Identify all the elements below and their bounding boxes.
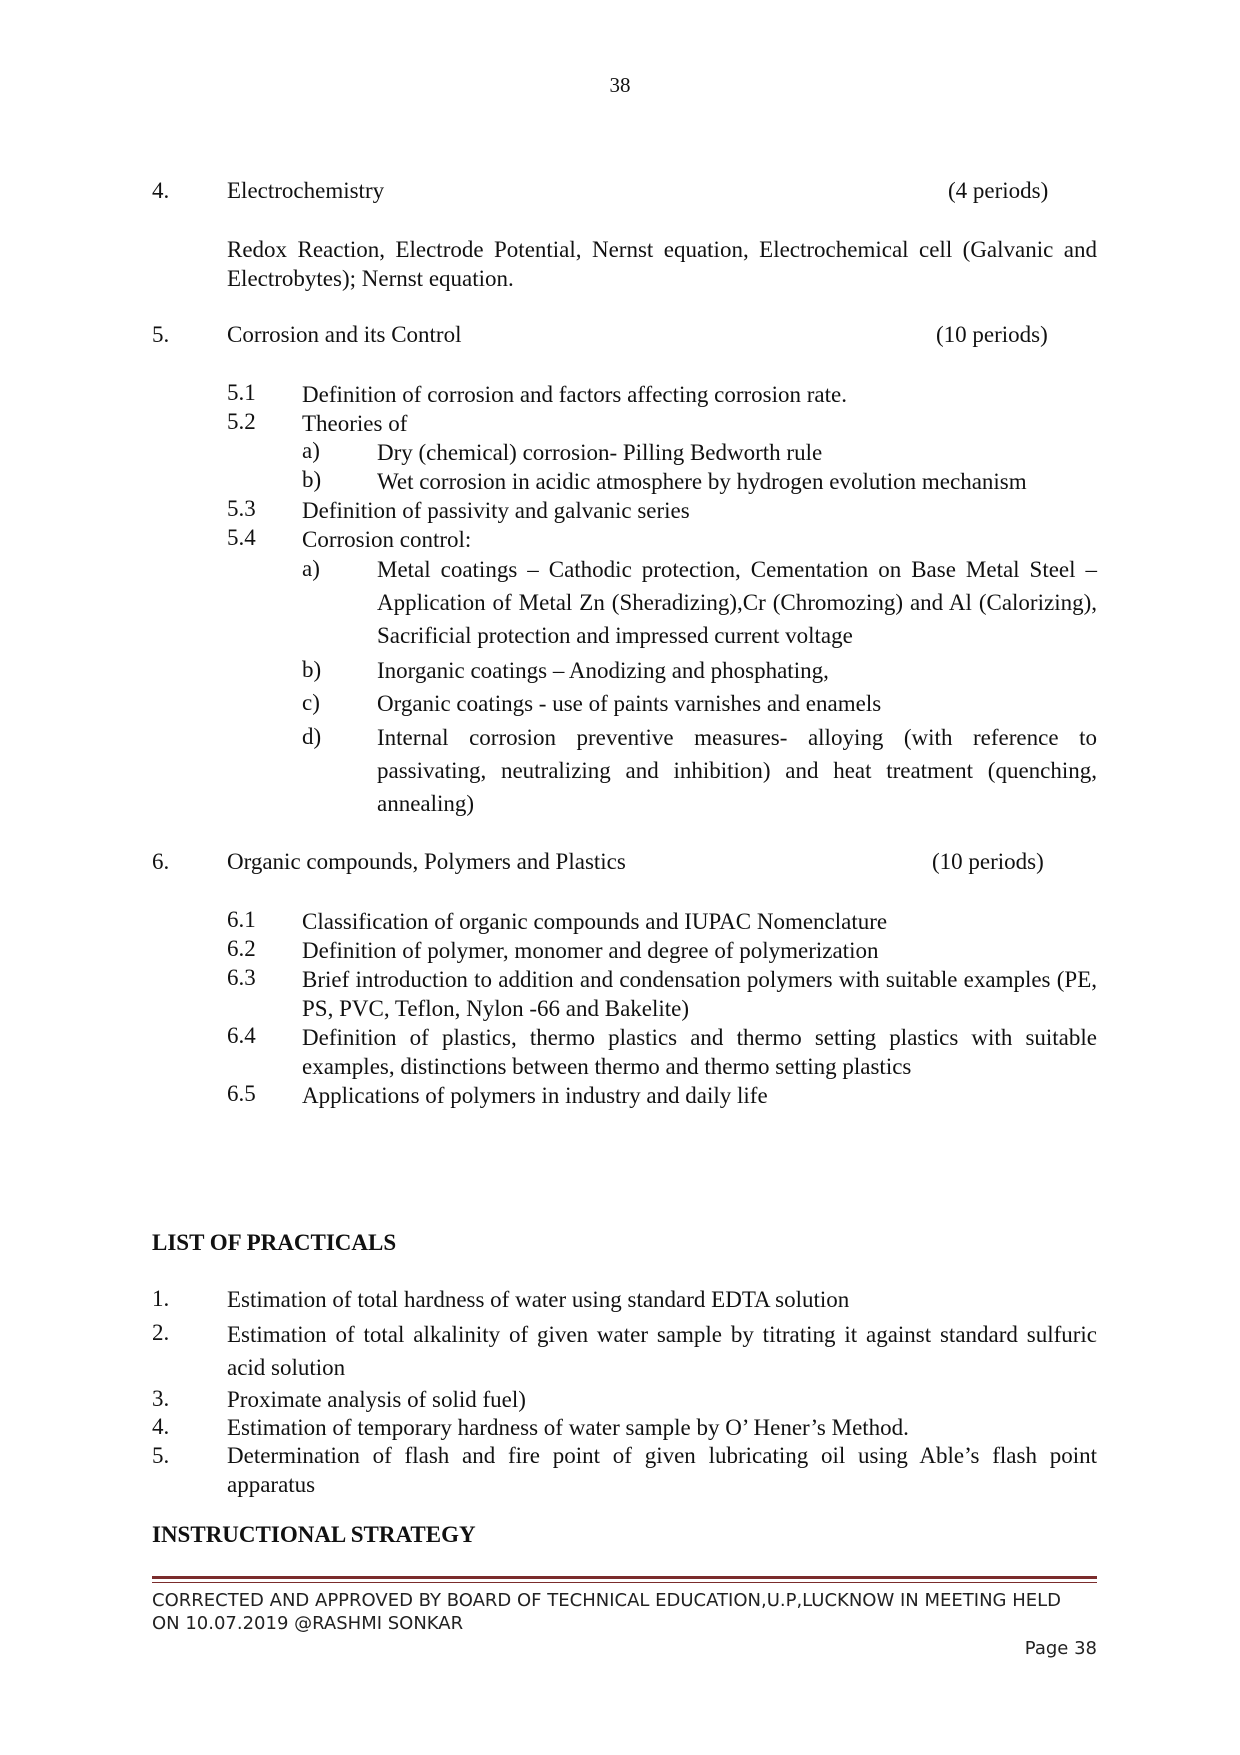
practical-number: 1. xyxy=(152,1286,170,1311)
subsection-text: Corrosion control: xyxy=(302,527,472,552)
subsection-text: Definition of polymer, monomer and degree of polymerization xyxy=(302,938,879,963)
item-letter: a) xyxy=(302,438,320,463)
subsection-number: 6.2 xyxy=(227,936,256,961)
subsection-text: Brief introduction to addition and condensation polymers with suitable examples (PE, PS, PVC, Teflon, Nylon -66 and Bakelite) xyxy=(302,967,1097,1021)
section-description: Redox Reaction, Electrode Potential, Nernst equation, Electrochemical cell (Galvanic and Electrobytes); Nernst equation. xyxy=(227,237,1097,291)
subsection-text: Definition of passivity and galvanic series xyxy=(302,498,690,523)
item-letter: a) xyxy=(302,556,320,581)
subsection-number: 5.3 xyxy=(227,496,256,521)
item-text: Dry (chemical) corrosion- Pilling Bedworth rule xyxy=(377,440,823,465)
item-text: Inorganic coatings – Anodizing and phosphating, xyxy=(377,658,829,683)
section-title: Electrochemistry xyxy=(227,178,385,203)
item-letter: c) xyxy=(302,690,320,715)
practicals-heading: LIST OF PRACTICALS xyxy=(152,1230,397,1255)
section-number: 5. xyxy=(152,322,170,347)
item-text: Internal corrosion preventive measures- alloying (with reference to passivating, neutralizing and inhibition) and heat treatment (quenching, annealing) xyxy=(377,725,1097,816)
subsection-number: 5.2 xyxy=(227,409,256,434)
footer-line: ON 10.07.2019 @RASHMI SONKAR xyxy=(152,1613,464,1634)
section-title: Corrosion and its Control xyxy=(227,322,462,347)
section-title: Organic compounds, Polymers and Plastics xyxy=(227,849,626,874)
subsection-number: 6.4 xyxy=(227,1023,256,1048)
subsection-text: Definition of plastics, thermo plastics and thermo setting plastics with suitable examples, distinctions between thermo and thermo setting plastics xyxy=(302,1025,1097,1079)
practical-text: Estimation of total hardness of water using standard EDTA solution xyxy=(227,1287,850,1312)
section-periods: (10 periods) xyxy=(932,849,1044,874)
subsection-number: 6.1 xyxy=(227,907,256,932)
subsection-number: 5.1 xyxy=(227,380,256,405)
item-text: Metal coatings – Cathodic protection, Cementation on Base Metal Steel –Application of Metal Zn (Sheradizing),Cr (Chromozing) and Al (Calorizing), Sacrificial protection and impressed current voltage xyxy=(377,557,1097,648)
item-letter: b) xyxy=(302,657,322,682)
item-letter: d) xyxy=(302,724,322,749)
practical-text: Determination of flash and fire point of given lubricating oil using Able’s flash point apparatus xyxy=(227,1443,1097,1497)
practical-number: 4. xyxy=(152,1414,170,1439)
section-periods: (10 periods) xyxy=(936,322,1048,347)
subsection-number: 5.4 xyxy=(227,525,256,550)
section-periods: (4 periods) xyxy=(948,178,1049,203)
item-text: Organic coatings - use of paints varnishes and enamels xyxy=(377,691,882,716)
footer-note xyxy=(152,1589,1097,1635)
section-number: 6. xyxy=(152,849,170,874)
practical-number: 2. xyxy=(152,1320,170,1345)
footer-rule-thin xyxy=(152,1582,1097,1583)
footer-page-number: Page 38 xyxy=(1024,1638,1097,1659)
practical-text: Proximate analysis of solid fuel) xyxy=(227,1387,526,1412)
subsection-number: 6.3 xyxy=(227,965,256,990)
strategy-heading: INSTRUCTIONAL STRATEGY xyxy=(152,1522,476,1547)
page-number-top: 38 xyxy=(609,73,631,97)
practical-number: 5. xyxy=(152,1443,170,1468)
subsection-number: 6.5 xyxy=(227,1081,256,1106)
item-text: Wet corrosion in acidic atmosphere by hydrogen evolution mechanism xyxy=(377,469,1027,494)
footer-rule xyxy=(152,1576,1097,1579)
subsection-text: Classification of organic compounds and IUPAC Nomenclature xyxy=(302,909,888,934)
item-letter: b) xyxy=(302,467,322,492)
practical-text: Estimation of temporary hardness of water sample by O’ Hener’s Method. xyxy=(227,1415,909,1440)
subsection-text: Definition of corrosion and factors affecting corrosion rate. xyxy=(302,382,847,407)
footer-line: CORRECTED AND APPROVED BY BOARD OF TECHNICAL EDUCATION,U.P,LUCKNOW IN MEETING HELD xyxy=(152,1590,1061,1611)
section-number: 4. xyxy=(152,178,170,203)
practical-text: Estimation of total alkalinity of given water sample by titrating it against standard sulfuric acid solution xyxy=(227,1322,1097,1380)
subsection-text: Applications of polymers in industry and daily life xyxy=(302,1083,768,1108)
subsection-text: Theories of xyxy=(302,411,408,436)
practical-number: 3. xyxy=(152,1386,170,1411)
